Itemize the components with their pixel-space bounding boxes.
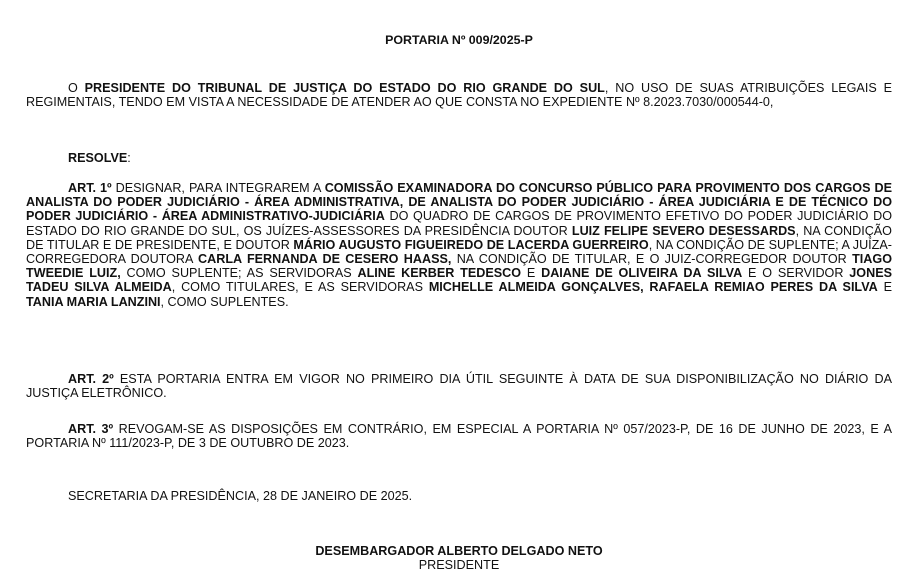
art1-run: DESIGNAR, PARA INTEGRAREM A [111,181,325,195]
intro-run: PRESIDENTE DO TRIBUNAL DE JUSTIÇA DO ESTADO DO RIO GRANDE DO SUL [84,81,605,95]
document-title: PORTARIA Nº 009/2025-P [385,33,533,47]
article-1-paragraph [26,181,892,309]
resolve-run: : [127,151,131,165]
art1-run: MÁRIO AUGUSTO FIGUEIREDO DE LACERDA GUERREIRO [293,237,649,252]
art1-run: , NA CONDIÇÃO DE TITULAR E DE PRESIDENTE, E DOUTOR [26,223,892,252]
art3-run: ART. 3º [68,422,114,436]
art1-run: JONES TADEU SILVA ALMEIDA [26,266,892,295]
art1-run: E [877,280,892,295]
art1-run: DO QUADRO DE CARGOS DE PROVIMENTO EFETIVO DO PODER JUDICIÁRIO DO ESTADO DO RIO GRANDE DO SUL, OS JUÍZES-ASSESSORES DA PRESIDÊNCIA DOUTOR [26,209,892,238]
art1-run: E O SERVIDOR [742,266,850,281]
art1-run: E [521,266,542,281]
art1-run: , NA CONDIÇÃO DE SUPLENTE; A JUÍZA-CORREGEDORA DOUTORA [26,237,892,267]
art1-run: TIAGO TWEEDIE LUIZ, [26,252,892,281]
art1-run: ART. 1º [68,181,112,195]
signature-role: PRESIDENTE [418,558,500,572]
art1-run: COMISSÃO EXAMINADORA DO CONCURSO PÚBLICO PARA PROVIMENTO DOS CARGOS DE ANALISTA DO PODER JUDICIÁRIO - ÁREA ADMINISTRATIVA, DE ANALISTA DO PODER JUDICIÁRIO - ÁREA JUDICIÁRIA E DE TÉCNICO DO PODER JUDICIÁRIO - ÁREA ADMINISTRATIVO-JUDICIÁRIA [26,181,892,224]
art1-run: TANIA MARIA LANZINI [26,294,161,309]
art1-run: LUIZ FELIPE SEVERO DESESSARDS [571,223,796,238]
art3-run: REVOGAM-SE AS DISPOSIÇÕES EM CONTRÁRIO, EM ESPECIAL A PORTARIA Nº 057/2023-P, DE 16 DE JUNHO DE 2023, E A PORTARIA Nº 111/2023-P, DE 3 DE OUTUBRO DE 2023. [26,422,892,451]
art2-run: ESTA PORTARIA ENTRA EM VIGOR NO PRIMEIRO DIA ÚTIL SEGUINTE À DATA DE SUA DISPONIBILIZAÇÃO NO DIÁRIO DA JUSTIÇA ELETRÔNICO. [26,372,892,401]
art1-run: MICHELLE ALMEIDA GONÇALVES, RAFAELA REMIAO PERES DA SILVA [428,280,878,295]
signature-name: DESEMBARGADOR ALBERTO DELGADO NETO [315,544,603,558]
art1-run: NA CONDIÇÃO DE TITULAR, E O JUIZ-CORREGEDOR DOUTOR [451,252,853,267]
art1-run: CARLA FERNANDA DE CESERO HAASS, [198,252,452,267]
article-3-paragraph [26,422,892,450]
article-2-paragraph [26,372,892,400]
secretaria-line: SECRETARIA DA PRESIDÊNCIA, 28 DE JANEIRO DE 2025. [68,489,413,503]
art1-run: , COMO SUPLENTES. [160,294,289,309]
art2-run: ART. 2º [68,372,114,386]
intro-run: , NO USO DE SUAS ATRIBUIÇÕES LEGAIS E REGIMENTAIS, TENDO EM VISTA A NECESSIDADE DE ATENDER AO QUE CONSTA NO EXPEDIENTE Nº 8.2023.7030/000544-0, [26,81,892,110]
art1-run: COMO SUPLENTE; AS SERVIDORAS [120,266,358,281]
art1-run: , COMO TITULARES, E AS SERVIDORAS [171,280,429,295]
intro-run: O [68,81,85,95]
intro-paragraph [26,81,892,109]
resolve-run: RESOLVE [68,151,128,165]
resolve-paragraph [26,151,892,165]
art1-run: DAIANE DE OLIVEIRA DA SILVA [541,266,743,281]
art1-run: ALINE KERBER TEDESCO [357,266,522,281]
